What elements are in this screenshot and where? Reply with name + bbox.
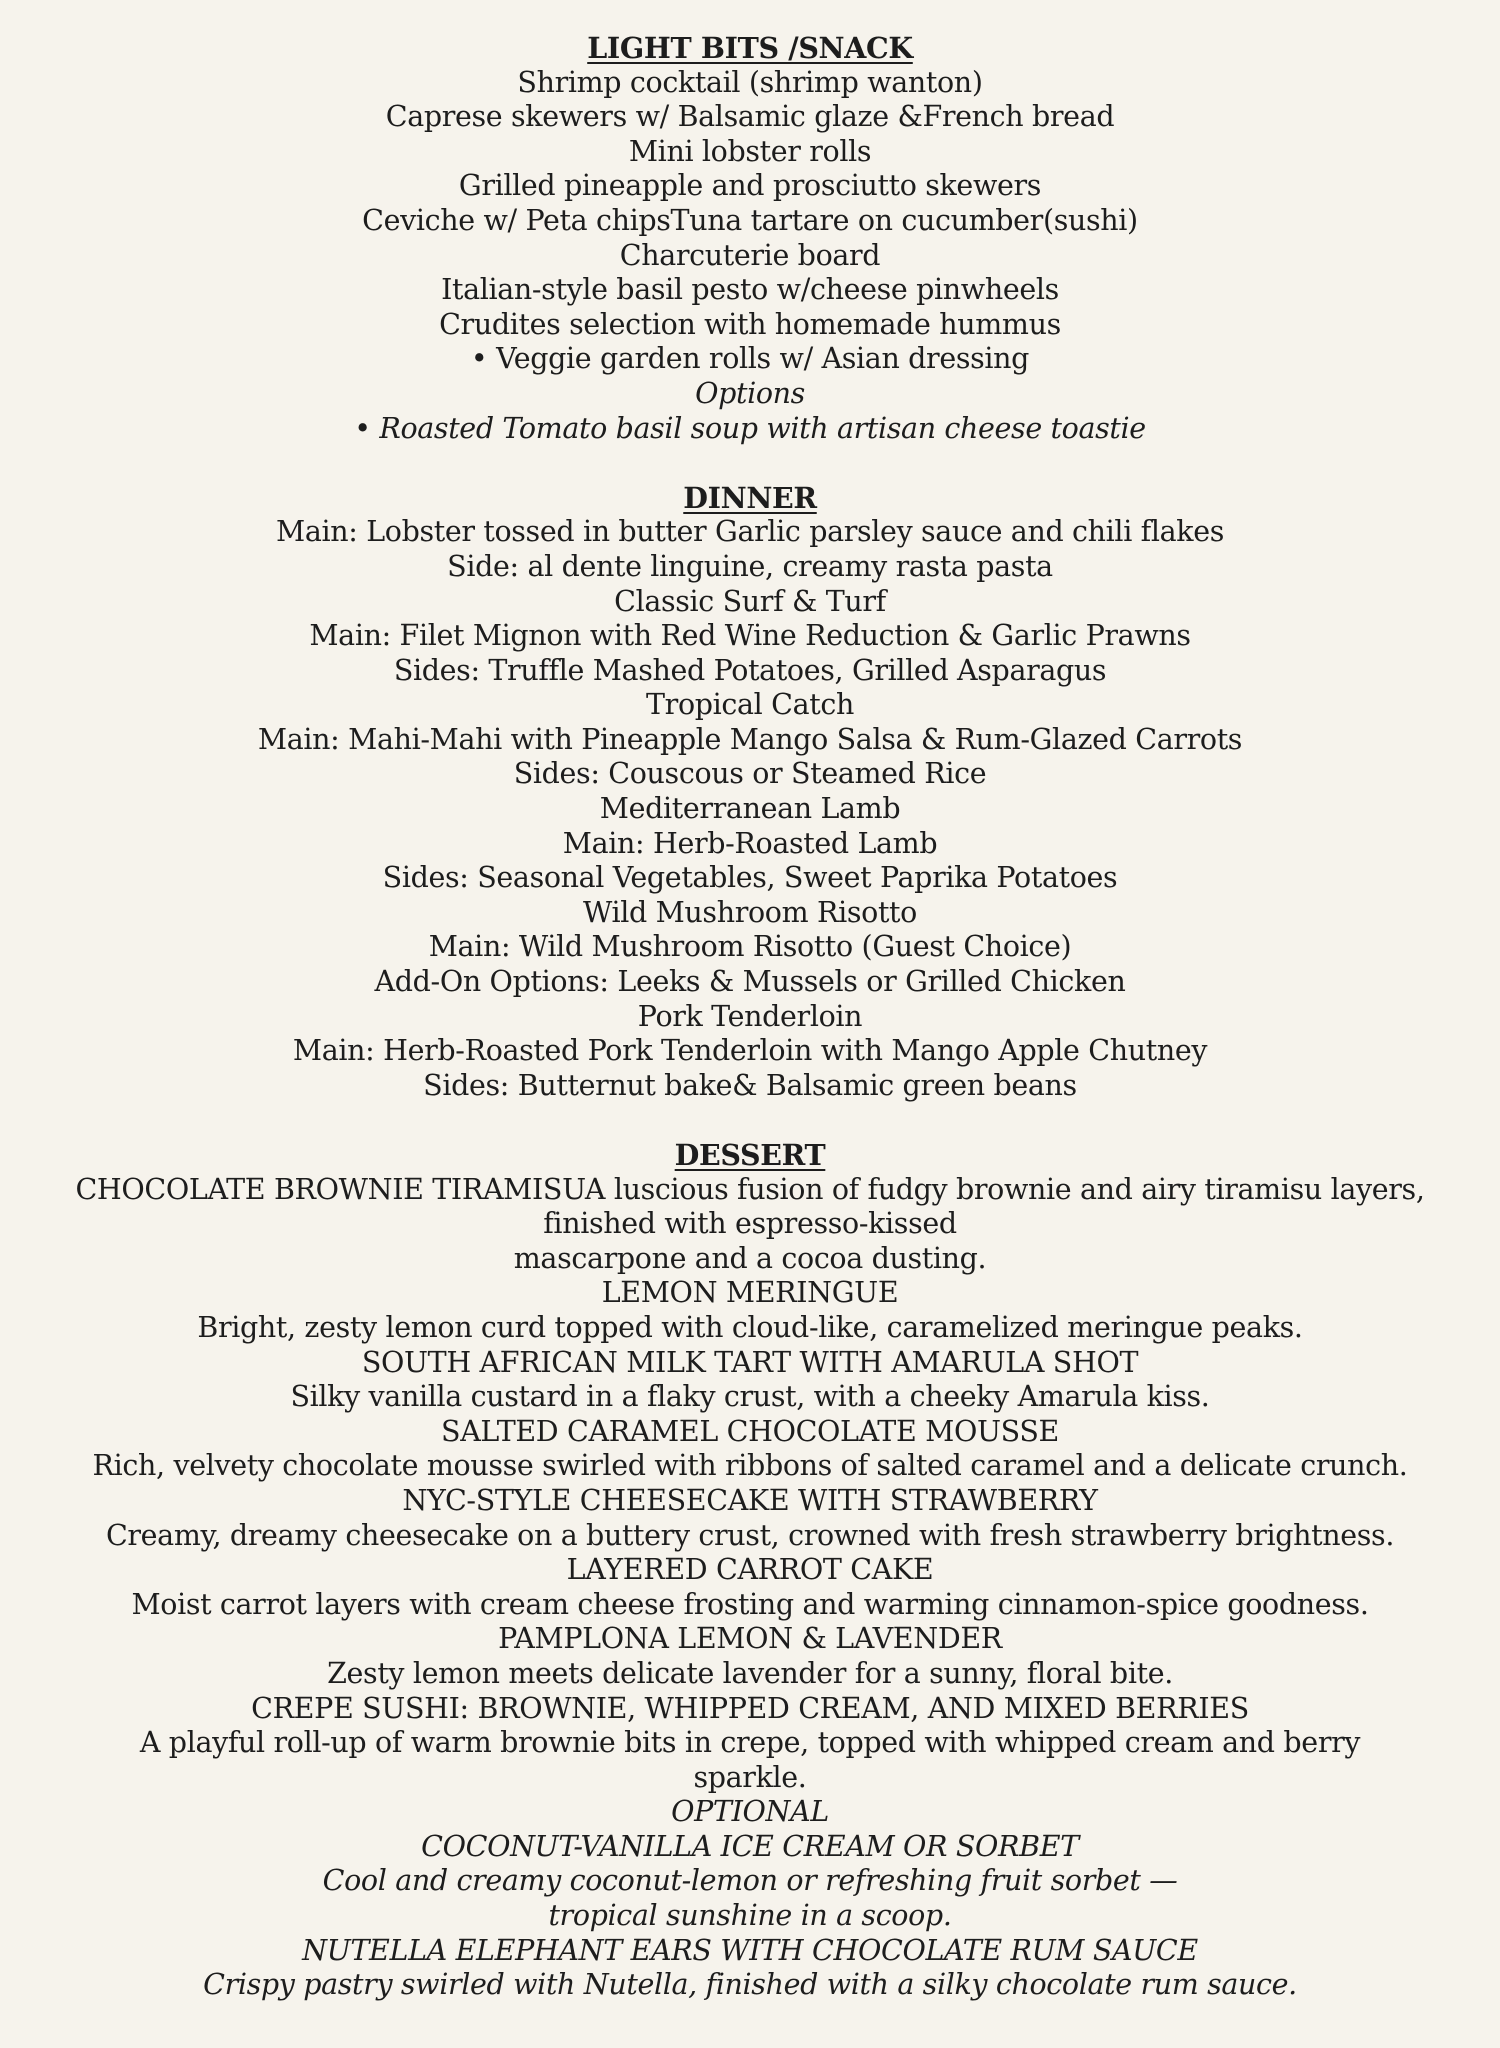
optional-item: Cool and creamy coconut-lemon or refreshing fruit sorbet — xyxy=(322,1864,1178,1898)
menu-item: LAYERED CARROT CAKE xyxy=(566,1553,934,1587)
menu-item: Wild Mushroom Risotto xyxy=(583,895,917,929)
menu-item: SALTED CARAMEL CHOCOLATE MOUSSE xyxy=(441,1414,1059,1448)
menu-item: CHOCOLATE BROWNIE TIRAMISUA luscious fusion of fudgy brownie and airy tiramisu layers, xyxy=(75,1172,1425,1206)
dinner-section xyxy=(0,481,1500,1104)
menu-item: Mediterranean Lamb xyxy=(599,792,901,826)
optional-item: NUTELLA ELEPHANT EARS WITH CHOCOLATE RUM SAUCE xyxy=(302,1933,1198,1967)
menu-item: Charcuterie board xyxy=(619,238,881,272)
menu-item: Creamy, dreamy cheesecake on a buttery crust, crowned with fresh strawberry brightness. xyxy=(105,1518,1395,1552)
menu-item: Main: Herb-Roasted Lamb xyxy=(562,826,938,860)
menu-item: sparkle. xyxy=(693,1760,807,1794)
snack-heading: LIGHT BITS /SNACK xyxy=(587,31,913,65)
dessert-heading: DESSERT xyxy=(674,1138,826,1172)
menu-item: PAMPLONA LEMON & LAVENDER xyxy=(498,1622,1002,1656)
menu-item: Main: Herb-Roasted Pork Tenderloin with Mango Apple Chutney xyxy=(292,1034,1208,1068)
menu-item: A playful roll-up of warm brownie bits in crepe, topped with whipped cream and berry xyxy=(139,1726,1361,1760)
dinner-heading: DINNER xyxy=(683,480,817,515)
optional-item: Crispy pastry swirled with Nutella, finished with a silky chocolate rum sauce. xyxy=(203,1968,1297,2002)
menu-item: Italian-style basil pesto w/cheese pinwheels xyxy=(441,273,1059,307)
menu-item: LEMON MERINGUE xyxy=(601,1276,899,1310)
menu-item: Grilled pineapple and prosciutto skewers xyxy=(458,169,1042,203)
menu-item: Rich, velvety chocolate mousse swirled with ribbons of salted caramel and a delicate crunch. xyxy=(92,1449,1408,1483)
menu-item: Pork Tenderloin xyxy=(637,999,863,1033)
menu-item: CREPE SUSHI: BROWNIE, WHIPPED CREAM, AND MIXED BERRIES xyxy=(251,1691,1249,1725)
menu-item: Sides: Truffle Mashed Potatoes, Grilled Asparagus xyxy=(393,653,1107,687)
menu-item: Caprese skewers w/ Balsamic glaze &French bread xyxy=(385,100,1115,134)
section-spacer xyxy=(0,446,1500,481)
menu-item: • Veggie garden rolls w/ Asian dressing xyxy=(470,342,1030,376)
menu-item: Add-On Options: Leeks & Mussels or Grilled Chicken xyxy=(374,965,1126,999)
menu-item: Silky vanilla custard in a flaky crust, with a cheeky Amarula kiss. xyxy=(290,1380,1210,1414)
menu-item: SOUTH AFRICAN MILK TART WITH AMARULA SHOT xyxy=(361,1345,1139,1379)
menu-item: Shrimp cocktail (shrimp wanton) xyxy=(517,65,983,99)
menu-item: Main: Lobster tossed in butter Garlic parsley sauce and chili flakes xyxy=(276,515,1224,549)
menu-item: Zesty lemon meets delicate lavender for a sunny, floral bite. xyxy=(327,1656,1173,1690)
menu-item: Crudites selection with homemade hummus xyxy=(439,307,1061,341)
menu-item: NYC-STYLE CHEESECAKE WITH STRAWBERRY xyxy=(402,1483,1098,1517)
menu-item: Ceviche w/ Peta chipsTuna tartare on cucumber(sushi) xyxy=(362,203,1138,237)
menu-item: Main: Mahi-Mahi with Pineapple Mango Salsa & Rum-Glazed Carrots xyxy=(257,722,1243,756)
optional-item: tropical sunshine in a scoop. xyxy=(548,1899,952,1933)
menu-item: Side: al dente linguine, creamy rasta pasta xyxy=(447,549,1053,583)
menu-item: Sides: Seasonal Vegetables, Sweet Paprika Potatoes xyxy=(382,861,1118,895)
menu-item: Bright, zesty lemon curd topped with cloud-like, caramelized meringue peaks. xyxy=(197,1310,1303,1344)
menu-item: Mini lobster rolls xyxy=(628,134,872,168)
menu-item: Tropical Catch xyxy=(646,688,854,722)
menu-item: Sides: Couscous or Steamed Rice xyxy=(513,757,987,791)
options-label: Options xyxy=(695,376,805,410)
menu-item: Main: Wild Mushroom Risotto (Guest Choice) xyxy=(428,930,1072,964)
menu-item: Sides: Butternut bake& Balsamic green beans xyxy=(423,1068,1077,1102)
section-spacer xyxy=(0,1103,1500,1138)
snack-section xyxy=(0,31,1500,446)
menu-item: Main: Filet Mignon with Red Wine Reduction & Garlic Prawns xyxy=(309,619,1191,653)
optional-label: OPTIONAL xyxy=(671,1795,829,1829)
dessert-section xyxy=(0,1138,1500,2003)
menu-item: mascarpone and a cocoa dusting. xyxy=(513,1241,987,1275)
optional-item: COCONUT-VANILLA ICE CREAM OR SORBET xyxy=(421,1829,1079,1863)
option-item: • Roasted Tomato basil soup with artisan cheese toastie xyxy=(354,411,1146,445)
menu-item: finished with espresso-kissed xyxy=(543,1207,957,1241)
menu-item: Moist carrot layers with cream cheese frosting and warming cinnamon-spice goodness. xyxy=(131,1587,1369,1621)
menu-item: Classic Surf & Turf xyxy=(614,584,886,618)
